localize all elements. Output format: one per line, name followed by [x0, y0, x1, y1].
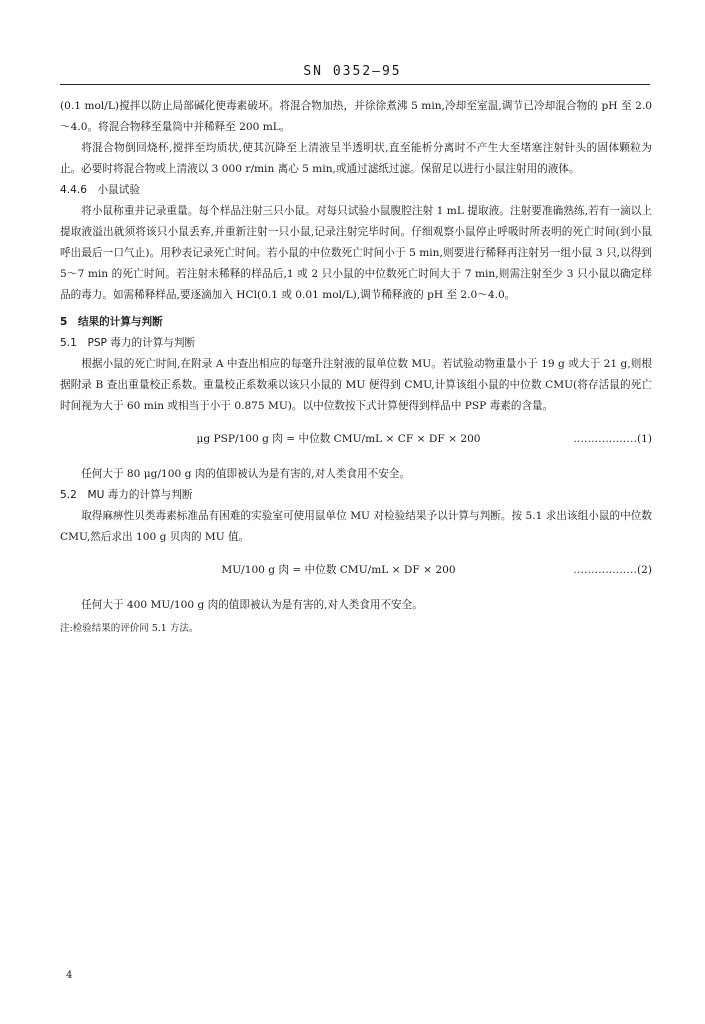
- page-number: 4: [66, 970, 73, 981]
- section-heading-5-2: 5.2 MU 毒力的计算与判断: [60, 489, 193, 501]
- section-heading-5: 5 结果的计算与判断: [60, 316, 163, 328]
- section-heading-5-1: 5.1 PSP 毒力的计算与判断: [60, 337, 196, 349]
- paragraph: 根据小鼠的死亡时间,在附录 A 中查出相应的每毫升注射液的鼠单位数 MU。若试验动物重量小于 19 g 或大于 21 g,则根据附录 B 查出重量校正系数。重量校正系数乘以该只小鼠的 MU 便得到 CMU,计算该组小鼠的中位数 CMU(将存活鼠的死亡时间视为大于 60 min 或相当于小于 0.875 MU)。以中位数按下式计算便得到样品中 PSP 毒素的含量。: [60, 358, 652, 412]
- paragraph: (0.1 mol/L)搅拌以防止局部碱化使毒素破坏。将混合物加热，并徐徐煮沸 5 min,冷却至室温,调节已冷却混合物的 pH 至 2.0～4.0。将混合物移至量筒中并稀释至 200 mL。: [60, 100, 652, 133]
- section-heading-4-4-6: 4.4.6 小鼠试验: [60, 184, 140, 196]
- header-rule: [60, 84, 650, 85]
- document-body: [60, 96, 652, 639]
- paragraph: 任何大于 80 μg/100 g 肉的值即被认为是有害的,对人类食用不安全。: [81, 468, 410, 480]
- standard-code-header: SN 0352—95: [303, 64, 402, 79]
- formula-1: [60, 429, 652, 450]
- formula-expression: MU/100 g 肉 = 中位数 CMU/mL × DF × 200: [221, 564, 456, 576]
- formula-number: ………………(1): [573, 433, 652, 445]
- paragraph: 将小鼠称重并记录重量。每个样品注射三只小鼠。对每只试验小鼠腹腔注射 1 mL 提取液。注射要准确熟练,若有一滴以上提取液溢出就须将该只小鼠丢弃,并重新注射一只小鼠,记录注射完毕时间。仔细观察小鼠停止呼吸时所表明的死亡时间(到小鼠呼出最后一口气止)。用秒表记录死亡时间。若小鼠的中位数死亡时间小于 5 min,则要进行稀释再注射另一组小鼠 3 只,以得到 5～7 min 的死亡时间。若注射未稀释的样品后,1 或 2 只小鼠的中位数死亡时间大于 7 min,则需注射至少 3 只小鼠以确定样品的毒力。如需稀释样品,要逐滴加入 HCl(0.1 或 0.01 mol/L),调节稀释液的 pH 至 2.0～4.0。: [60, 205, 652, 301]
- formula-expression: μg PSP/100 g 肉 = 中位数 CMU/mL × CF × DF × 200: [196, 433, 481, 445]
- paragraph: 将混合物倒回烧杯,搅拌至均质状,使其沉降至上清液呈半透明状,直至能析分离时不产生大至堵塞注射针头的固体颗粒为止。必要时将混合物或上清液以 3 000 r/min 离心 5 min,或通过滤纸过滤。保留足以进行小鼠注射用的液体。: [60, 142, 652, 175]
- paragraph: 任何大于 400 MU/100 g 肉的值即被认为是有害的,对人类食用不安全。: [81, 599, 423, 611]
- formula-number: ………………(2): [573, 564, 652, 576]
- paragraph: 取得麻痹性贝类毒素标准品有困难的实验室可使用鼠单位 MU 对检验结果予以计算与判断。按 5.1 求出该组小鼠的中位数 CMU,然后求出 100 g 贝肉的 MU 值。: [60, 510, 652, 543]
- formula-2: [60, 560, 652, 581]
- note: 注:检验结果的评价同 5.1 方法。: [60, 623, 199, 634]
